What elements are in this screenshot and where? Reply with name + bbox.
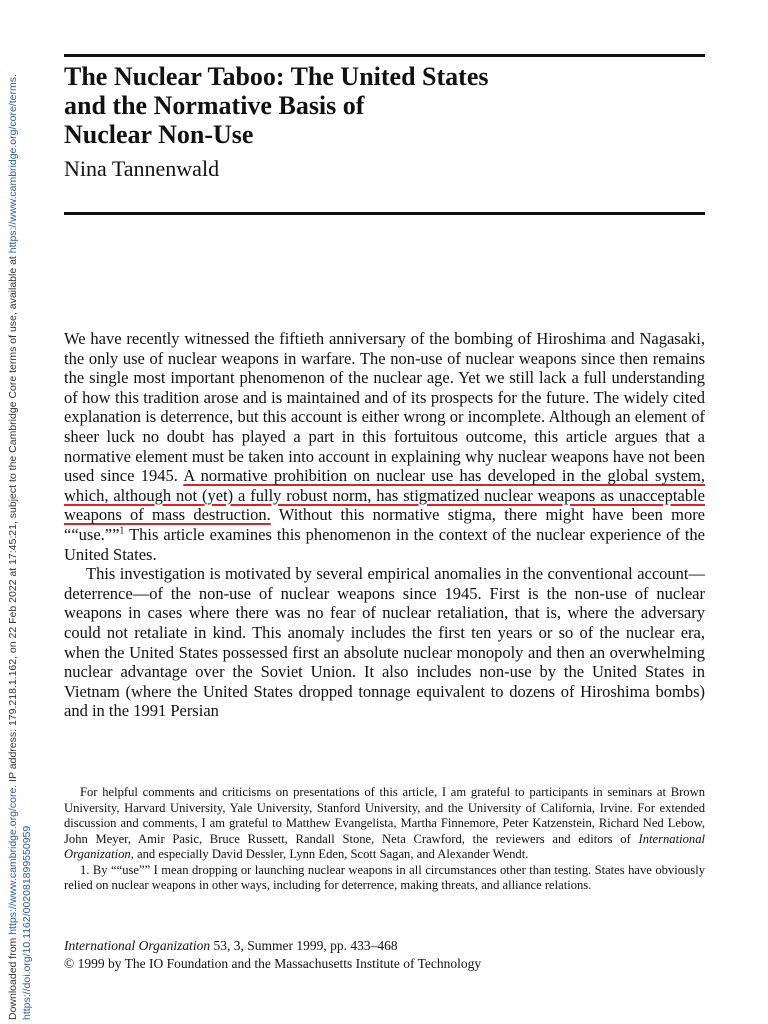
title-line: The Nuclear Taboo: The United States <box>64 62 489 91</box>
paragraph-text: We have recently witnessed the fiftieth anniversary of the bombing of Hiroshima and Nagasaki, the only use of nuclear weapons in warfare. The non-use of nuclear weapons since then remains the single most important phenomenon of the nuclear age. Yet we still lack a full understanding of how this tradition arose and is maintained and of its prospects for the future. The widely cited explanation is deterrence, but this account is either wrong or incomplete. Although an element of sheer luck no doubt has played a part in this fortuitous outcome, this article argues that a normative element must be taken into account in explaining why nuclear weapons have not been used since 1945. <box>64 329 705 486</box>
note-text: , and especially David Dessler, Lynn Eden, Scott Sagan, and Alexander Wendt. <box>130 847 529 861</box>
copyright-line: © 1999 by The IO Foundation and the Massachusetts Institute of Technology <box>64 956 482 971</box>
paragraph-text: This article examines this phenomenon in the context of the nuclear experience of the United States. <box>64 524 705 564</box>
body-paragraph: This investigation is motivated by several empirical anomalies in the conventional account—deterrence—of the non-use of nuclear weapons since 1945. First is the non-use of nuclear weapons in cases where there was no fear of nuclear retaliation, that is, where the adversary could not retaliate in kind. This anomaly includes the first ten years or so of the nuclear era, when the United States possessed first an absolute nuclear monopoly and then an overwhelming nuclear advantage over the Soviet Union. It also includes non-use by the United States in Vietnam (where the United States dropped tonnage equivalent to dozens of Hiroshima bombs) and in the 1991 Persian <box>64 564 705 721</box>
title-line: and the Normative Basis of <box>64 91 365 120</box>
note-text: For helpful comments and criticisms on presentations of this article, I am grateful to participants in seminars at Brown University, Harvard University, Yale University, Stanford University, and the University of California, Irvine. For extended discussion and comments, I am grateful to Matthew Evangelista, Martha Finnemore, Peter Katzenstein, Richard Ned Lebow, John Meyer, Amir Pasic, Bruce Russett, Randall Stone, Neta Crawford, the reviewers and editors of <box>64 785 705 846</box>
article-author: Nina Tannenwald <box>64 156 220 181</box>
title-line: Nuclear Non-Use <box>64 120 254 149</box>
footnote-ref[interactable]: 1 <box>119 525 125 537</box>
download-label: Downloaded from <box>7 937 19 1020</box>
footnote-1: 1. By ““use”” I mean dropping or launching nuclear weapons in all circumstances other than testing. States have obviously relied on nuclear weapons in other ways, including for deterrence, making threats, and alliance relations. <box>64 862 705 892</box>
ip-address-text: . IP address: 179.218.1.162, on 22 Feb 2022 at 17:45:21, subject to the Cambridge Core terms of use, available at <box>7 256 19 788</box>
journal-name: International Organization <box>64 831 705 861</box>
citation-line <box>64 937 705 955</box>
body-paragraph <box>64 329 705 564</box>
cambridge-core-link[interactable]: https://www.cambridge.org/core <box>7 787 19 935</box>
paragraph-text: Without this normative stigma, there might have been more ““use.”” <box>64 505 706 544</box>
acknowledgement-note <box>64 785 705 863</box>
journal-title: International Organization <box>64 938 211 953</box>
download-info-strip <box>6 20 34 1020</box>
citation-details: 53, 3, Summer 1999, pp. 433–468 <box>210 938 398 953</box>
footnotes <box>64 785 705 894</box>
terms-link[interactable]: https://www.cambridge.org/core/terms <box>7 77 19 254</box>
bottom-rule <box>64 212 705 215</box>
doi-link[interactable]: https://doi.org/10.1162/002081899550959 <box>21 825 33 1020</box>
strip-period: . <box>7 74 19 77</box>
top-rule <box>64 54 705 57</box>
highlighted-passage: A normative prohibition on nuclear use has developed in the global system, which, although not (yet) a fully robust norm, has stigmatized nuclear weapons as unacceptable weapons of mass destruction. <box>64 466 705 525</box>
article-body <box>64 329 705 721</box>
publication-info <box>64 937 705 973</box>
article-title <box>64 62 705 149</box>
